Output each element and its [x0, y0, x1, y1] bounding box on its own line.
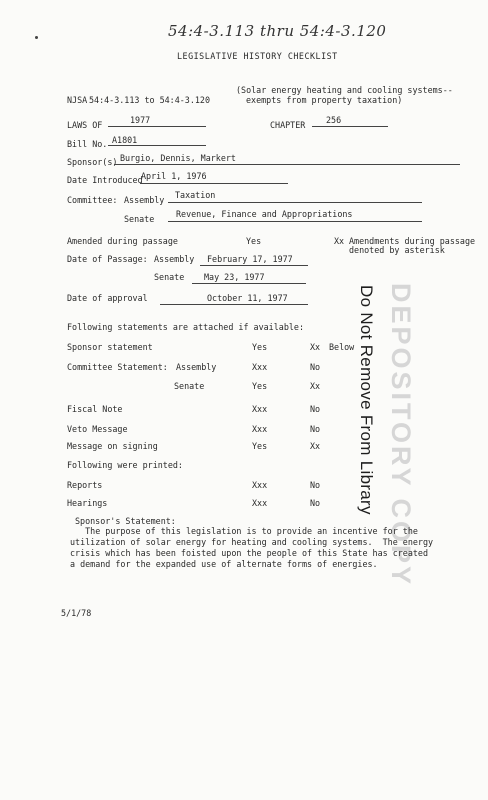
statement-row-mark: Xxx [252, 404, 268, 414]
printed-row-no: No [310, 498, 321, 508]
date-introduced-value: April 1, 1976 [141, 171, 207, 181]
printed-row-label: Hearings [67, 498, 108, 508]
passage-senate-label: Senate [154, 272, 185, 282]
sponsors-value: Burgio, Dennis, Markert [120, 153, 236, 163]
laws-of-label: LAWS OF [67, 120, 103, 130]
sponsors-underline [114, 164, 460, 165]
committee-senate-value: Revenue, Finance and Appropriations [176, 209, 353, 219]
sponsor-statement-line: crisis which has been foisted upon the people of this State has created [70, 548, 428, 558]
statement-row-label: Sponsor statement [67, 342, 153, 352]
approval-label: Date of approval [67, 293, 148, 303]
committee-label: Committee: [67, 195, 118, 205]
statement-row-mark: Xx [310, 342, 321, 352]
statement-row-yes: Yes [252, 441, 268, 451]
printed-row-no: No [310, 480, 321, 490]
statement-row-label: Committee Statement: [67, 362, 168, 372]
laws-of-value: 1977 [130, 115, 151, 125]
page-title: LEGISLATIVE HISTORY CHECKLIST [177, 51, 338, 61]
sponsor-statement-heading: Sponsor's Statement: [75, 516, 176, 526]
statement-row-sub: Assembly [176, 362, 217, 372]
committee-assembly-label: Assembly [124, 195, 165, 205]
subject-line-1: (Solar energy heating and cooling systems-- [236, 85, 453, 95]
statement-row-mark: Xx [310, 441, 321, 451]
passage-senate-value: May 23, 1977 [204, 272, 265, 282]
statement-row-yes: Yes [252, 342, 268, 352]
do-not-remove-stamp: Do Not Remove From Library [357, 285, 376, 515]
statement-row-label: Veto Message [67, 424, 128, 434]
nsa-label: NJSA [67, 95, 88, 105]
handwritten-header: 54:4-3.113 thru 54:4-3.120 [168, 22, 387, 40]
bill-no-value: A1801 [112, 135, 138, 145]
amended-note-1: Amendments during passage [349, 236, 476, 246]
bill-no-label: Bill No. [67, 139, 108, 149]
amended-note-2: denoted by asterisk [349, 245, 445, 255]
passage-assembly-value: February 17, 1977 [207, 254, 293, 264]
approval-underline [160, 304, 308, 305]
statement-row-yes: Yes [252, 381, 268, 391]
statement-row-no: No [310, 424, 321, 434]
subject-line-2: exempts from property taxation) [246, 95, 403, 105]
committee-senate-label: Senate [124, 214, 155, 224]
statement-row-label: Fiscal Note [67, 404, 123, 414]
bill-no-underline [108, 145, 206, 146]
attached-heading: Following statements are attached if available: [67, 322, 304, 332]
passage-assembly-label: Assembly [154, 254, 195, 264]
statement-row-sub: Senate [174, 381, 205, 391]
passage-senate-underline [192, 283, 306, 284]
printed-heading: Following were printed: [67, 460, 183, 470]
chapter-underline [312, 126, 388, 127]
passage-label: Date of Passage: [67, 254, 148, 264]
statement-row-no: No [310, 404, 321, 414]
sponsor-statement-line: The purpose of this legislation is to provide an incentive for the [70, 526, 418, 536]
date-introduced-underline [140, 183, 288, 184]
committee-assembly-underline [168, 202, 422, 203]
statement-row-no: No [310, 362, 321, 372]
printed-row-mark: Xxx [252, 498, 268, 508]
nsa-value: 54:4-3.113 to 54:4-3.120 [89, 95, 211, 105]
statement-row-mark: Xx [310, 381, 321, 391]
date-introduced-label: Date Introduced [67, 175, 143, 185]
statement-row-label: Message on signing [67, 441, 158, 451]
chapter-value: 256 [326, 115, 342, 125]
printed-row-label: Reports [67, 480, 103, 490]
approval-value: October 11, 1977 [207, 293, 288, 303]
amended-label: Amended during passage [67, 236, 178, 246]
printed-row-mark: Xxx [252, 480, 268, 490]
laws-of-underline [108, 126, 206, 127]
statement-row-mark: Xxx [252, 424, 268, 434]
sponsors-label: Sponsor(s) [67, 157, 118, 167]
library-stamp [348, 275, 418, 588]
footer-code: 5/1/78 [61, 608, 92, 618]
statement-row-mark: Xxx [252, 362, 268, 372]
sponsor-statement-line: utilization of solar energy for heating and cooling systems. The energy [70, 537, 434, 547]
sponsor-statement-line: a demand for the expanded use of alternate forms of energies. [70, 559, 378, 569]
committee-senate-underline [168, 221, 422, 222]
statement-row-extra: Below [329, 342, 355, 352]
committee-assembly-value: Taxation [175, 190, 216, 200]
amended-yes: Yes [246, 236, 262, 246]
passage-assembly-underline [200, 265, 308, 266]
amended-mark: Xx [334, 236, 345, 246]
chapter-label: CHAPTER [270, 120, 306, 130]
punch-mark [35, 36, 38, 39]
depository-watermark: DEPOSITORY COPY [386, 283, 416, 588]
